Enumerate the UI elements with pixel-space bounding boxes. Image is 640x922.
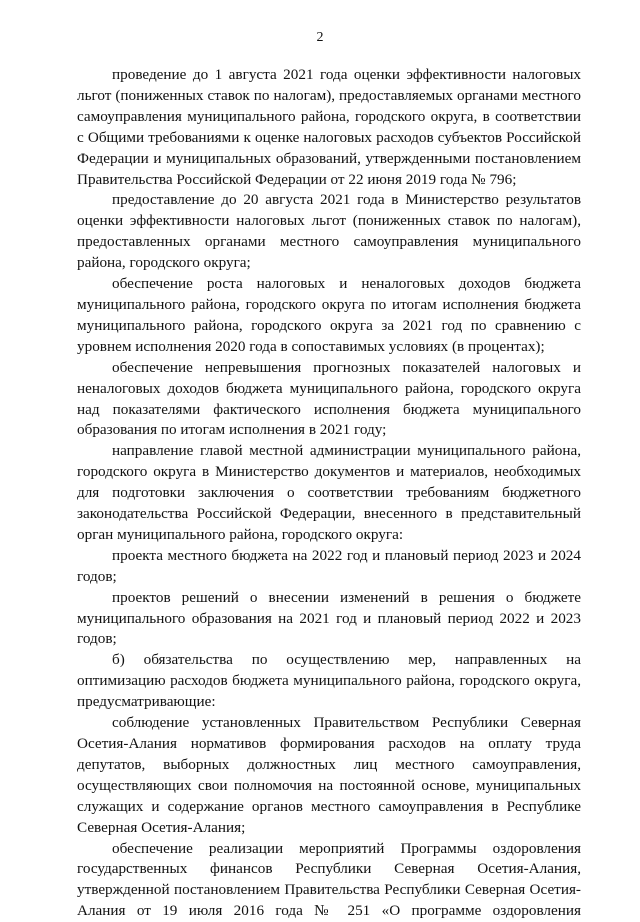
- paragraph-expense-optimization: б) обязательства по осуществлению мер, направленных на оптимизацию расходов бюджета муниципального района, городского округа, предусматривающие:: [77, 651, 581, 711]
- paragraph-tax-benefit-assessment: проведение до 1 августа 2021 года оценки эффективности налоговых льгот (пониженных ставок по налогам), предоставляемых органами местного самоуправления муниципального района, городского округа, в соответствии с Общими требованиями к оценке налоговых расходов субъектов Российской Федерации и муниципальных образований, утвержденными постановлением Правительства Российской Федерации от 22 июня 2019 года № 796;: [77, 66, 581, 188]
- page-number: 2: [316, 30, 324, 45]
- paragraph-budget-draft: проекта местного бюджета на 2022 год и плановый период 2023 и 2024 годов;: [77, 546, 581, 585]
- paragraph-assessment-submission: предоставление до 20 августа 2021 года в Министерство результатов оценки эффективности налоговых льгот (пониженных ставок по налогам), предоставленных органами местного самоуправления муниципального района, городского округа;: [77, 191, 581, 272]
- paragraph-documents-submission: направление главой местной администрации муниципального района, городского округа в Министерство документов и материалов, необходимых для подготовки заключения о соответствии требованиям бюджетного законодательства Российской Федерации, внесенного в представительный орган муниципального района, городского округа:: [77, 442, 581, 543]
- paragraph-finance-recovery-program: обеспечение реализации мероприятий Программы оздоровления государственных финансов Республики Северная Осетия-Алания, утвержденной постановлением Правительства Республики Северная Осетия-Алания от 19 июля 2016 года № 251 «О программе оздоровления: [77, 839, 581, 920]
- paragraph-salary-standards: соблюдение установленных Правительством Республики Северная Осетия-Алания нормативов формирования расходов на оплату труда депутатов, выборных должностных лиц местного самоуправления, осуществляющих свои полномочия на постоянной основе, муниципальных служащих и содержание органов местного самоуправления в Республике Северная Осетия-Алания;: [77, 714, 581, 836]
- paragraph-forecast-not-exceeded: обеспечение непревышения прогнозных показателей налоговых и неналоговых доходов бюджета муниципального района, городского округа над показателями фактического исполнения бюджета муниципального образования по итогам исполнения в 2021 году;: [77, 358, 581, 439]
- document-body: [77, 65, 581, 922]
- paragraph-revenue-growth: обеспечение роста налоговых и неналоговых доходов бюджета муниципального района, городского округа по итогам исполнения бюджета муниципального района, городского округа за 2021 год по сравнению с уровнем исполнения 2020 года в сопоставимых условиях (в процентах);: [77, 275, 581, 355]
- paragraph-budget-amendments: проектов решений о внесении изменений в решения о бюджете муниципального образования на 2021 год и плановый период 2022 и 2023 годов;: [77, 588, 581, 648]
